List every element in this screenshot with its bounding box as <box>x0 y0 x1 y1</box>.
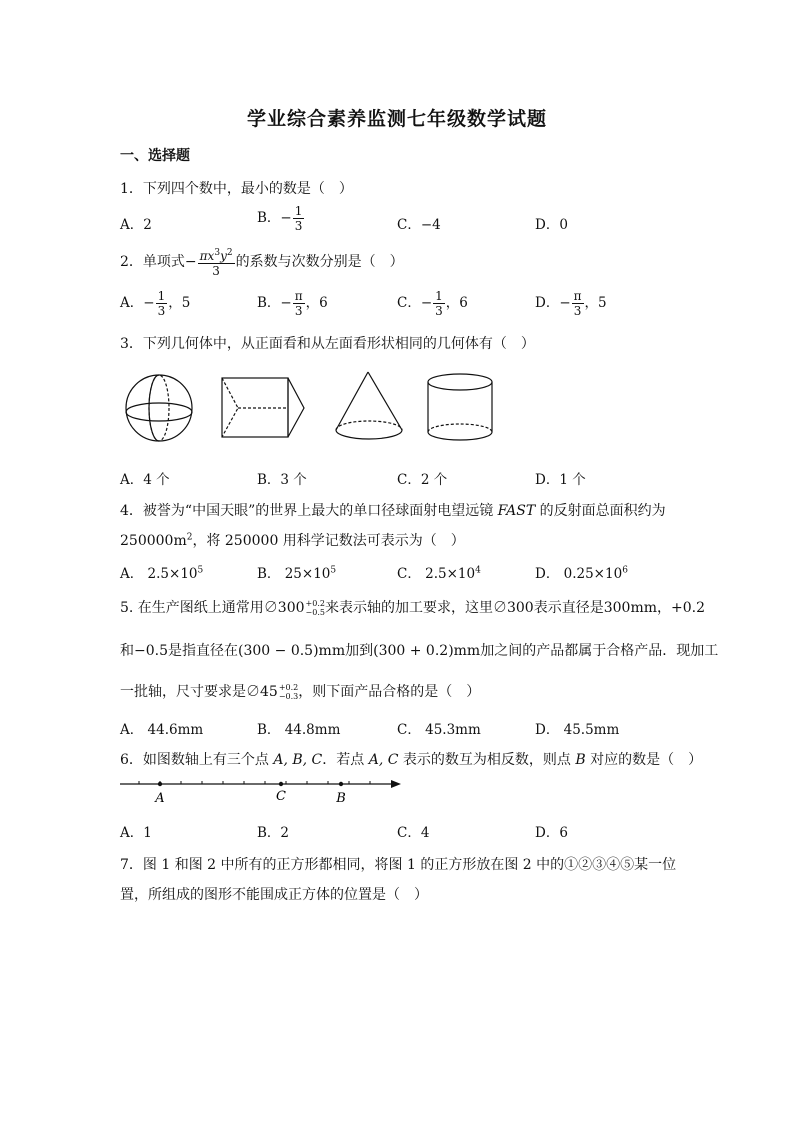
q3-option-b: B．3 个 <box>257 472 307 488</box>
q2-option-a: A．− $\frac{1}{3}$ ，5 <box>120 289 191 318</box>
question-7-line1: 7．图 1 和图 2 中所有的正方形都相同，将图 1 的正方形放在图 2 中的①②③④⑤某一位 <box>120 857 677 873</box>
q4-option-b: B． $25\times 10^5$ <box>257 565 337 582</box>
q1-option-b: B．− $\frac{1}{3}$ <box>257 204 303 233</box>
q5-option-b: B． 44.8mm <box>257 722 341 738</box>
point-a-label: A <box>155 791 165 806</box>
question-5-line1: 5. 在生产图纸上通常用∅300 +0.2 −0.5 来表示轴的加工要求，这里∅300表示直径是300mm，+0.2 <box>120 599 705 617</box>
question-5-line2: 和−0.5是指直径在(300 − 0.5)mm加到(300 + 0.2)mm加之间的产品都属于合格产品．现加工 <box>120 643 719 659</box>
monomial-fraction: $\frac{\pi x^3y^2}{3}$ <box>199 248 233 278</box>
q3-option-d: D．1 个 <box>535 472 586 488</box>
q2-option-d: D．− $\frac{\pi}{3}$ ，5 <box>535 289 607 318</box>
q1-option-d: D．0 <box>535 217 568 233</box>
q5-option-d: D． 45.5mm <box>535 722 620 738</box>
question-6-stem: 6．如图数轴上有三个点 A, B, C．若点 A, C 表示的数互为相反数，则点 B 对应的数是（ ） <box>120 752 703 768</box>
question-1-stem: 1．下列四个数中，最小的数是（ ） <box>120 181 353 197</box>
section-heading: 一、选择题 <box>120 148 190 164</box>
question-5-line3: 一批轴，尺寸要求是∅45 +0.2 −0.3 ，则下面产品合格的是（ ） <box>120 683 481 701</box>
q2-option-b: B．− $\frac{\pi}{3}$ ，6 <box>257 289 328 318</box>
q2-option-c: C．− $\frac{1}{3}$ ，6 <box>397 289 468 318</box>
cone-figure <box>336 372 402 439</box>
point-a-dot <box>158 782 162 786</box>
number-line-arrow <box>391 780 401 788</box>
question-4-line1: 4．被誉为“中国天眼”的世界上最大的单口径球面射电望远镜 FAST 的反射面总面积约为 <box>120 503 666 519</box>
q3-option-a: A．4 个 <box>120 472 170 488</box>
q1-option-c: C．−4 <box>397 217 441 233</box>
sphere-figure <box>126 375 192 441</box>
question-4-line2: $250000m^2$，将 250000 用科学记数法可表示为（ ） <box>120 532 465 549</box>
number-line-figure <box>118 774 408 808</box>
question-7-line2: 置，所组成的图形不能围成正方体的位置是（ ） <box>120 887 428 903</box>
q5-option-c: C． 45.3mm <box>397 722 481 738</box>
point-b-label: B <box>336 791 346 806</box>
point-c-dot <box>279 782 283 786</box>
question-3-stem: 3．下列几何体中，从正面看和从左面看形状相同的几何体有（ ） <box>120 336 535 352</box>
q4-option-d: D． $0.25\times 10^6$ <box>535 565 628 582</box>
q6-option-d: D．6 <box>535 825 568 841</box>
q6-option-b: B．2 <box>257 825 290 841</box>
q4-option-a: A． $2.5\times 10^5$ <box>120 565 204 582</box>
point-c-label: C <box>276 789 286 804</box>
q3-option-c: C．2 个 <box>397 472 448 488</box>
question-2-stem: 2．单项式− $\frac{\pi x^3y^2}{3}$ 的系数与次数分别是（ ） <box>120 248 404 278</box>
q6-option-c: C．4 <box>397 825 430 841</box>
page-title: 学业综合素养监测七年级数学试题 <box>246 108 547 130</box>
fraction: $\frac{1}{3}$ <box>294 204 303 233</box>
q4-option-c: C． $2.5\times 10^4$ <box>397 565 481 582</box>
prism-figure <box>222 378 304 437</box>
point-b-dot <box>339 782 343 786</box>
q3-solids-figure <box>118 368 678 448</box>
q5-option-a: A． 44.6mm <box>120 722 204 738</box>
q6-option-a: A．1 <box>120 825 152 841</box>
q1-option-a: A．2 <box>120 217 152 233</box>
cylinder-figure <box>428 374 492 440</box>
